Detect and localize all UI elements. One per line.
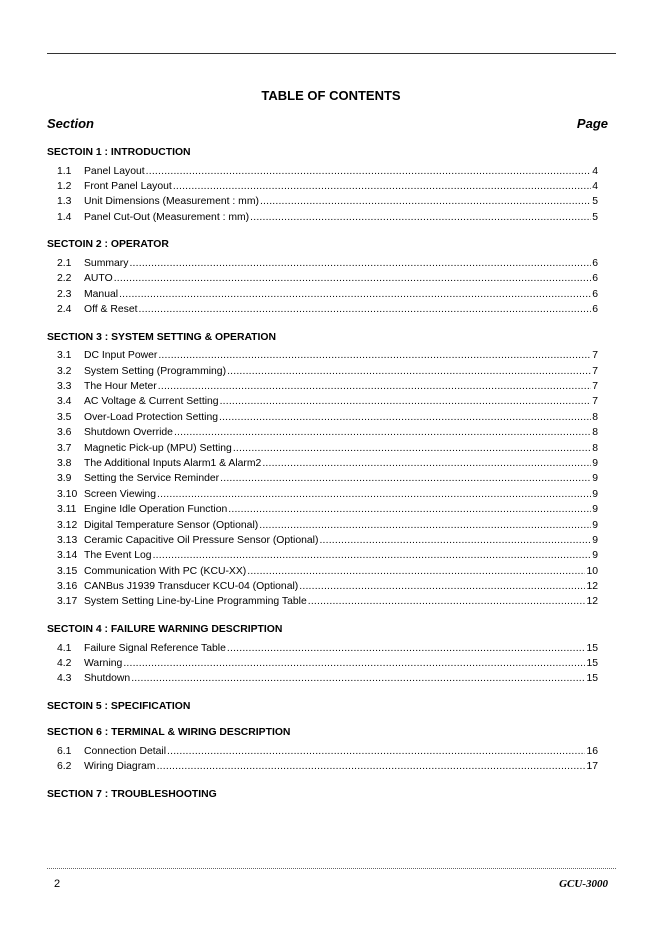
entry-page-number: 6 — [592, 257, 598, 269]
entry-title: System Setting Line-by-Line Programming Table — [84, 596, 307, 608]
entry-number: 2.1 — [57, 257, 72, 269]
entry-number: 3.10 — [57, 488, 78, 500]
entry-title: CANBus J1939 Transducer KCU-04 (Optional) — [84, 581, 299, 593]
entry-title: Setting the Service Reminder — [84, 473, 220, 485]
entry-page-number: 4 — [592, 165, 598, 177]
toc-entry[interactable] — [47, 548, 598, 563]
entry-number: 1.1 — [57, 165, 72, 177]
entry-page-number: 9 — [592, 534, 598, 546]
section-heading: SECTOIN 2 : OPERATOR — [47, 239, 169, 251]
dot-leader — [233, 441, 591, 456]
toc-entry[interactable] — [47, 671, 598, 686]
dot-leader — [146, 164, 592, 179]
dot-leader — [157, 759, 586, 774]
entry-number: 3.11 — [57, 504, 77, 516]
section-heading: SECTOIN 5 : SPECIFICATION — [47, 701, 191, 713]
entry-number: 2.4 — [57, 304, 72, 316]
dot-leader — [131, 671, 585, 686]
toc-entry[interactable] — [47, 394, 598, 409]
entry-title: Ceramic Capacitive Oil Pressure Sensor (Optional) — [84, 534, 319, 546]
entry-number: 3.7 — [57, 442, 72, 454]
dot-leader — [319, 533, 591, 548]
dot-leader — [299, 579, 585, 594]
entry-number: 3.8 — [57, 457, 72, 469]
dot-leader — [158, 379, 591, 394]
toc-section — [47, 239, 598, 317]
entry-page-number: 8 — [592, 442, 598, 454]
entry-page-number: 12 — [586, 581, 598, 593]
toc-entry[interactable] — [47, 502, 598, 517]
entry-title: Magnetic Pick-up (MPU) Setting — [84, 442, 232, 454]
entry-page-number: 6 — [592, 304, 598, 316]
toc-section — [47, 727, 598, 774]
footer-page-number: 2 — [54, 878, 61, 890]
dot-leader — [227, 641, 586, 656]
entry-number: 3.9 — [57, 473, 72, 485]
entry-number: 3.4 — [57, 396, 72, 408]
entry-title: DC Input Power — [84, 350, 158, 362]
toc-entry[interactable] — [47, 533, 598, 548]
dot-leader — [129, 256, 591, 271]
toc-entry[interactable] — [47, 759, 598, 774]
entry-number: 3.16 — [57, 581, 78, 593]
entry-number: 4.1 — [57, 642, 72, 654]
entry-title: Failure Signal Reference Table — [84, 642, 226, 654]
footer-rule — [47, 868, 616, 869]
toc-entry[interactable] — [47, 256, 598, 271]
dot-leader — [262, 456, 591, 471]
page-column-heading: Page — [576, 116, 608, 131]
entry-title: Engine Idle Operation Function — [84, 504, 228, 516]
entry-page-number: 9 — [592, 457, 598, 469]
entry-title: System Setting (Programming) — [84, 365, 227, 377]
entry-title: Warning — [84, 658, 123, 670]
dot-leader — [220, 394, 592, 409]
entry-title: AC Voltage & Current Setting — [84, 396, 219, 408]
entry-number: 3.17 — [57, 596, 78, 608]
entry-number: 3.14 — [57, 550, 78, 562]
entry-title: The Event Log — [84, 550, 152, 562]
entry-page-number: 8 — [592, 427, 598, 439]
entry-title: Off & Reset — [84, 304, 138, 316]
toc-entry[interactable] — [47, 348, 598, 363]
table-of-contents — [47, 147, 598, 815]
entry-number: 3.5 — [57, 411, 72, 423]
entry-number: 3.12 — [57, 519, 78, 531]
toc-entry[interactable] — [47, 364, 598, 379]
entry-page-number: 4 — [592, 180, 598, 192]
section-heading: SECTOIN 1 : INTRODUCTION — [47, 147, 191, 158]
entry-page-number: 10 — [586, 565, 598, 577]
section-heading: SECTOIN 4 : FAILURE WARNING DESCRIPTION — [47, 624, 283, 636]
toc-entry[interactable] — [47, 410, 598, 425]
entry-page-number: 6 — [592, 288, 598, 300]
toc-entry[interactable] — [47, 579, 598, 594]
dot-leader — [123, 656, 585, 671]
dot-leader — [219, 410, 591, 425]
entry-title: Screen Viewing — [84, 488, 157, 500]
toc-entry[interactable] — [47, 302, 598, 317]
section-column-heading: Section — [47, 116, 94, 131]
dot-leader — [228, 502, 591, 517]
entry-page-number: 15 — [586, 673, 598, 685]
section-heading: SECTION 7 : TROUBLESHOOTING — [47, 789, 217, 800]
entry-title: Unit Dimensions (Measurement : mm) — [84, 196, 259, 208]
entry-page-number: 15 — [586, 642, 598, 654]
entry-title: Communication With PC (KCU-XX) — [84, 565, 247, 577]
dot-leader — [153, 548, 592, 563]
dot-leader — [247, 564, 585, 579]
toc-entry[interactable] — [47, 179, 598, 194]
entry-number: 1.2 — [57, 180, 72, 192]
entry-page-number: 7 — [592, 365, 598, 377]
entry-number: 2.3 — [57, 288, 72, 300]
entry-title: The Additional Inputs Alarm1 & Alarm2 — [84, 457, 262, 469]
entry-number: 4.3 — [57, 673, 72, 685]
section-heading: SECTION 3 : SYSTEM SETTING & OPERATION — [47, 331, 276, 343]
entry-page-number: 5 — [592, 196, 598, 208]
entry-page-number: 9 — [592, 550, 598, 562]
entry-page-number: 9 — [592, 488, 598, 500]
entry-number: 3.13 — [57, 534, 78, 546]
toc-entry[interactable] — [47, 425, 598, 440]
header-rule — [47, 53, 616, 54]
entry-number: 6.2 — [57, 761, 72, 773]
toc-entry[interactable] — [47, 287, 598, 302]
dot-leader — [158, 348, 591, 363]
entry-title: Digital Temperature Sensor (Optional) — [84, 519, 259, 531]
toc-entry[interactable] — [47, 194, 598, 209]
entry-number: 3.15 — [57, 565, 78, 577]
toc-section — [47, 624, 598, 687]
dot-leader — [174, 425, 591, 440]
entry-number: 3.6 — [57, 427, 72, 439]
dot-leader — [250, 210, 591, 225]
toc-entry[interactable] — [47, 564, 598, 579]
entry-title: Panel Cut-Out (Measurement : mm) — [84, 211, 250, 223]
section-heading: SECTION 6 : TERMINAL & WIRING DESCRIPTION — [47, 727, 291, 739]
entry-page-number: 5 — [592, 211, 598, 223]
toc-entry[interactable] — [47, 471, 598, 486]
entry-number: 3.1 — [57, 350, 72, 362]
entry-title: Shutdown Override — [84, 427, 173, 439]
entry-page-number: 8 — [592, 411, 598, 423]
toc-entry[interactable] — [47, 518, 598, 533]
dot-leader — [259, 518, 591, 533]
toc-entry[interactable] — [47, 744, 598, 759]
entry-page-number: 7 — [592, 381, 598, 392]
entry-title: Panel Layout — [84, 165, 145, 177]
entry-title: AUTO — [84, 273, 113, 285]
toc-entry[interactable] — [47, 456, 598, 471]
dot-leader — [220, 471, 591, 486]
dot-leader — [227, 364, 591, 379]
entry-title: Summary — [84, 257, 129, 269]
entry-title: Over-Load Protection Setting — [84, 411, 218, 423]
toc-entry[interactable] — [47, 656, 598, 671]
toc-entry[interactable] — [47, 271, 598, 286]
entry-number: 2.2 — [57, 273, 72, 285]
toc-entry[interactable] — [47, 594, 598, 609]
toc-section — [47, 701, 598, 713]
entry-title: Connection Detail — [84, 745, 167, 757]
entry-number: 6.1 — [57, 745, 72, 757]
dot-leader — [308, 594, 586, 609]
entry-page-number: 12 — [586, 596, 598, 608]
dot-leader — [260, 194, 591, 209]
dot-leader — [173, 179, 591, 194]
toc-entry[interactable] — [47, 210, 598, 225]
toc-entry[interactable] — [47, 164, 598, 179]
page-title: TABLE OF CONTENTS — [261, 88, 401, 103]
entry-page-number: 7 — [592, 396, 598, 408]
entry-page-number: 7 — [592, 350, 598, 362]
entry-number: 4.2 — [57, 658, 72, 670]
dot-leader — [119, 287, 591, 302]
toc-entry[interactable] — [47, 641, 598, 656]
entry-page-number: 9 — [592, 504, 598, 516]
entry-title: Manual — [84, 288, 119, 300]
entry-page-number: 15 — [586, 658, 598, 670]
entry-page-number: 17 — [586, 761, 598, 773]
toc-section — [47, 332, 598, 610]
entry-title: The Hour Meter — [84, 381, 157, 392]
dot-leader — [157, 487, 591, 502]
entry-title: Front Panel Layout — [84, 180, 172, 192]
entry-number: 3.3 — [57, 381, 72, 392]
entry-title: Wiring Diagram — [84, 761, 156, 773]
toc-section — [47, 789, 598, 801]
entry-number: 1.4 — [57, 211, 72, 223]
toc-section — [47, 147, 598, 225]
toc-entry[interactable] — [47, 441, 598, 456]
entry-title: Shutdown — [84, 673, 131, 685]
dot-leader — [114, 271, 592, 286]
toc-entry[interactable] — [47, 487, 598, 502]
footer-model-name: GCU-3000 — [559, 878, 608, 890]
dot-leader — [167, 744, 585, 759]
entry-number: 3.2 — [57, 365, 72, 377]
entry-number: 1.3 — [57, 196, 72, 208]
entry-page-number: 9 — [592, 473, 598, 485]
entry-page-number: 16 — [586, 745, 598, 757]
dot-leader — [139, 302, 592, 317]
toc-entry[interactable] — [47, 379, 598, 394]
entry-page-number: 6 — [592, 273, 598, 285]
entry-page-number: 9 — [592, 519, 598, 531]
